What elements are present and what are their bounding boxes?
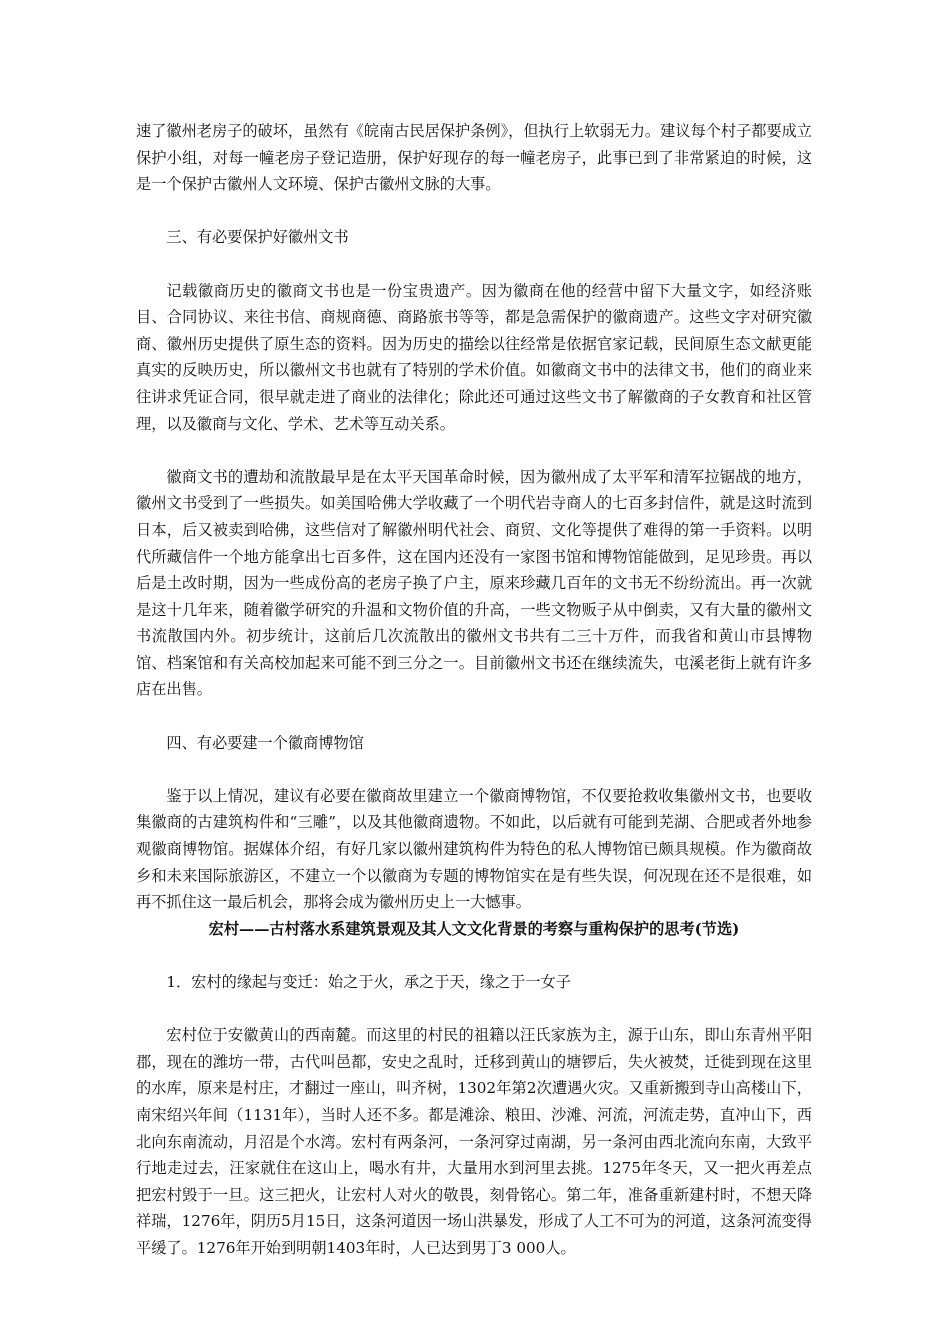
paragraph-preservation-groups: 速了徽州老房子的破坏，虽然有《皖南古民居保护条例》，但执行上软弱无力。建议每个村子都要成立保护小组，对每一幢老房子登记造册，保护好现存的每一幢老房子，此事已到了非常紧迫的时候，这是一个保护古徽州人文环境、保护古徽州文脉的大事。 xyxy=(136,122,812,194)
paragraph-documents-dispersal: 徽商文书的遭劫和流散最早是在太平天国革命时候，因为徽州成了太平军和清军拉锯战的地方，徽州文书受到了一些损失。如美国哈佛大学收藏了一个明代岩寺商人的七百多封信件，就是这时流到日本，后又被卖到哈佛，这些信对了解徽州明代社会、商贸、文化等提供了难得的第一手资料。以明代所藏信件一个地方能拿出七百多件，这在国内还没有一家图书馆和博物馆能做到，足见珍贵。再以后是土改时期，因为一些成份高的老房子换了户主，原来珍藏几百年的文书无不纷纷流出。再一次就是这十几年来，随着徽学研究的升温和文物价值的升高，一些文物贩子从中倒卖，又有大量的徽州文书流散国内外。初步统计，这前后几次流散出的徽州文书共有二三十万件，而我省和黄山市县博物馆、档案馆和有关高校加起来可能不到三分之一。目前徽州文书还在继续流失，屯溪老街上就有许多店在出售。 xyxy=(136,467,812,699)
article-title-hongcun: 宏村——古村落水系建筑景观及其人文文化背景的考察与重构保护的思考(节选) xyxy=(208,919,740,938)
spacer xyxy=(136,251,812,278)
spacer xyxy=(136,942,812,969)
spacer xyxy=(136,756,812,783)
spacer xyxy=(136,437,812,464)
section-heading-4: 四、有必要建一个徽商博物馆 xyxy=(166,733,364,752)
subsection-heading-1: 1．宏村的缘起与变迁：始之于火，承之于天，缘之于一女子 xyxy=(166,973,571,991)
spacer xyxy=(136,703,812,730)
section-heading-3: 三、有必要保护好徽州文书 xyxy=(166,228,349,247)
paragraph-hongcun-origin: 宏村位于安徽黄山的西南麓。而这里的村民的祖籍以汪氏家族为主，源于山东，即山东青州平阳郡，现在的潍坊一带，古代叫邑都，安史之乱时，迁移到黄山的塘锣后，失火被焚，迁徙到现在这里的水库，原来是村庄，才翻过一座山，叫齐树，1302年第2次遭遇火灾。又重新搬到寺山高楼山下，南宋绍兴年间（1131年），当时人还不多。都是滩涂、粮田、沙滩、河流，河流走势，直冲山下，西北向东南流动，月沼是个水湾。宏村有两条河，一条河穿过南湖，另一条河由西北流向东南，大致平行地走过去，汪家就住在这山上，喝水有井，大量用水到河里去挑。1275年冬天，又一把火再差点把宏村毁于一旦。这三把火，让宏村人对火的敬畏，刻骨铭心。第二年，准备重新建村时，不想天降祥瑞，1276年，阴历5月15日，这条河道因一场山洪暴发，形成了人工不可为的河道，这条河流变得平缓了。1276年开始到明朝1403年时，人已达到男丁3 000人。 xyxy=(136,1026,812,1257)
paragraph-museum-proposal: 鉴于以上情况，建议有必要在徽商故里建立一个徽商博物馆，不仅要抢救收集徽州文书，也要收集徽商的古建筑构件和“三雕”，以及其他徽商遗物。不如此，以后就有可能到芜湖、合肥或者外地参观徽商博物馆。据媒体介绍，有好几家以徽州建筑构件为特色的私人博物馆已颇具规模。作为徽商故乡和未来国际旅游区，不建立一个以徽商为专题的博物馆实在是有些失误，何况现在还不是很难，如再不抓住这一最后机会，那将会成为徽州历史上一大憾事。 xyxy=(136,786,812,912)
spacer xyxy=(136,996,812,1023)
paragraph-huizhou-documents: 记载徽商历史的徽商文书也是一份宝贵遗产。因为徽商在他的经营中留下大量文字，如经济账目、合同协议、来往书信、商规商德、商路旅书等等，都是急需保护的徽商遗产。这些文字对研究徽商、徽州历史提供了原生态的资料。因为历史的描绘以往经常是依据官家记载，民间原生态文献更能真实的反映历史，所以徽州文书也就有了特别的学术价值。如徽商文书中的法律文书，他们的商业来往讲求凭证合同，很早就走进了商业的法律化；除此还可通过这些文书了解徽商的子女教育和社区管理，以及徽商与文化、学术、艺术等互动关系。 xyxy=(136,281,812,433)
document-page xyxy=(136,118,812,1262)
spacer xyxy=(136,198,812,225)
